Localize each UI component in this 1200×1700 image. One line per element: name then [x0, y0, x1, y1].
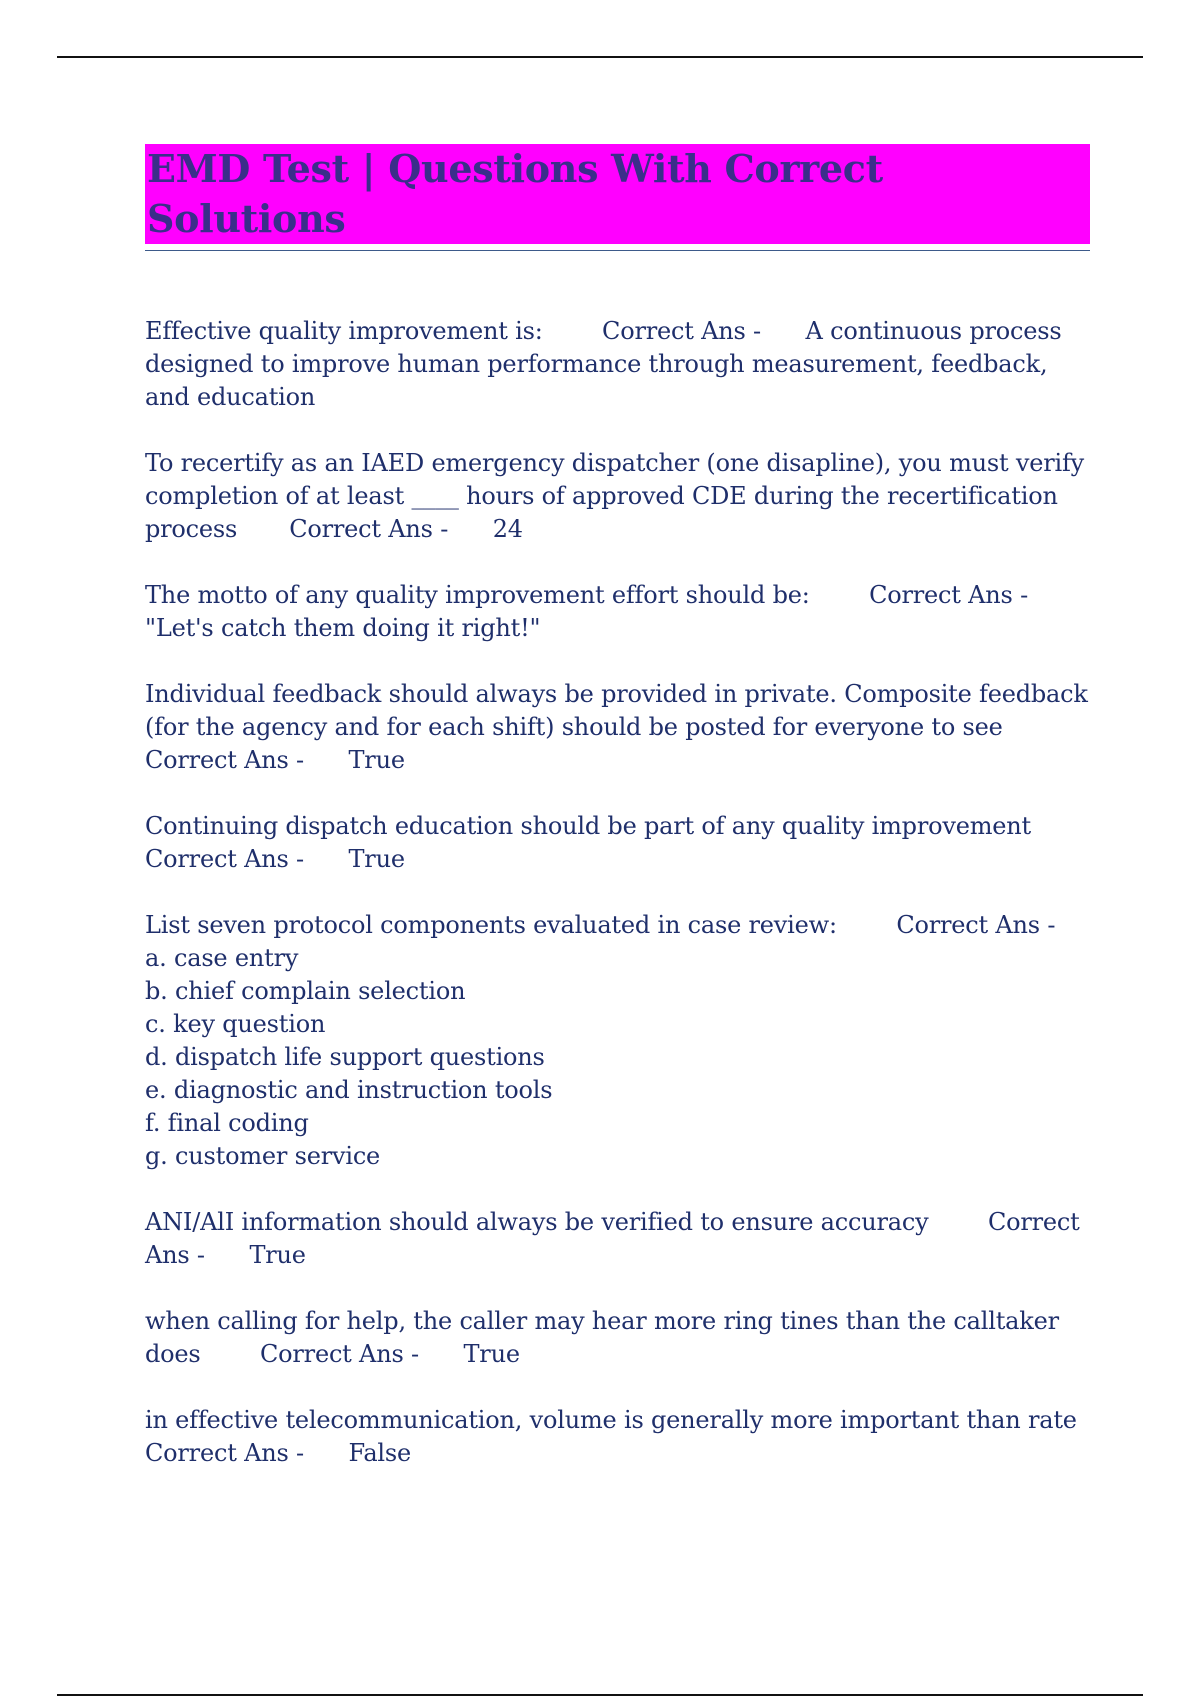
answer-row [145, 1437, 1090, 1470]
answer-label: Correct Ans - [289, 515, 449, 543]
answer-label: Correct Ans - [145, 1208, 1080, 1269]
answer-text: A continuous process designed to improve human performance through measurement, feedback, and education [145, 317, 1062, 411]
footer-rule [57, 1694, 1143, 1696]
list-item: d. dispatch life support questions [145, 1043, 545, 1071]
qa-item [145, 909, 1090, 1173]
answer-row [145, 744, 1090, 777]
qa-item [145, 678, 1090, 777]
answer-label: Correct Ans - [896, 911, 1056, 939]
answer-text: 24 [492, 515, 523, 543]
question-text: Individual feedback should always be provided in private. Composite feedback (for the agency and for each shift) should be posted for everyone to see [145, 680, 1088, 741]
qa-item [145, 1404, 1090, 1470]
title-block [145, 144, 1090, 251]
list-item: f. final coding [145, 1109, 309, 1137]
list-item: c. key question [145, 1010, 326, 1038]
list-item: g. customer service [145, 1142, 381, 1170]
answer-text: True [249, 1241, 306, 1269]
qa-item [145, 447, 1090, 546]
question-text: To recertify as an IAED emergency dispatcher (one disapline), you must verify completion of at least ____ hours of approved CDE during the recertification process [145, 449, 1085, 543]
answer-text: True [463, 1340, 520, 1368]
document-body [145, 144, 1090, 1503]
answer-label: Correct Ans - [145, 1439, 304, 1467]
qa-item [145, 810, 1090, 876]
list-item: a. case entry [145, 944, 299, 972]
answer-row [145, 843, 1090, 876]
answer-text: False [348, 1439, 412, 1467]
question-text: ANI/AlI information should always be verified to ensure accuracy [145, 1208, 929, 1236]
list-item: b. chief complain selection [145, 977, 466, 1005]
answer-label: Correct Ans - [869, 581, 1028, 609]
question-text: in effective telecommunication, volume is generally more important than rate [145, 1406, 1077, 1434]
question-text: Effective quality improvement is: [145, 317, 543, 345]
qa-item [145, 579, 1090, 645]
question-text: Continuing dispatch education should be part of any quality improvement [145, 812, 1031, 840]
header-rule [57, 56, 1143, 58]
question-text: The motto of any quality improvement effort should be: [145, 581, 810, 609]
question-text: when calling for help, the caller may hear more ring tines than the calltaker does [145, 1307, 1059, 1368]
list-item: e. diagnostic and instruction tools [145, 1076, 553, 1104]
answer-text: True [348, 746, 405, 774]
qa-item [145, 1305, 1090, 1371]
answer-text: "Let's catch them doing it right!" [145, 614, 541, 642]
qa-item [145, 315, 1090, 414]
question-text: List seven protocol components evaluated in case review: [145, 911, 837, 939]
document-title: EMD Test | Questions With Correct Solutions [145, 144, 1090, 244]
answer-label: Correct Ans - [602, 317, 761, 345]
answer-text: True [348, 845, 405, 873]
qa-item [145, 1206, 1090, 1272]
answer-label: Correct Ans - [145, 746, 304, 774]
answer-label: Correct Ans - [145, 845, 304, 873]
answer-label: Correct Ans - [259, 1340, 419, 1368]
